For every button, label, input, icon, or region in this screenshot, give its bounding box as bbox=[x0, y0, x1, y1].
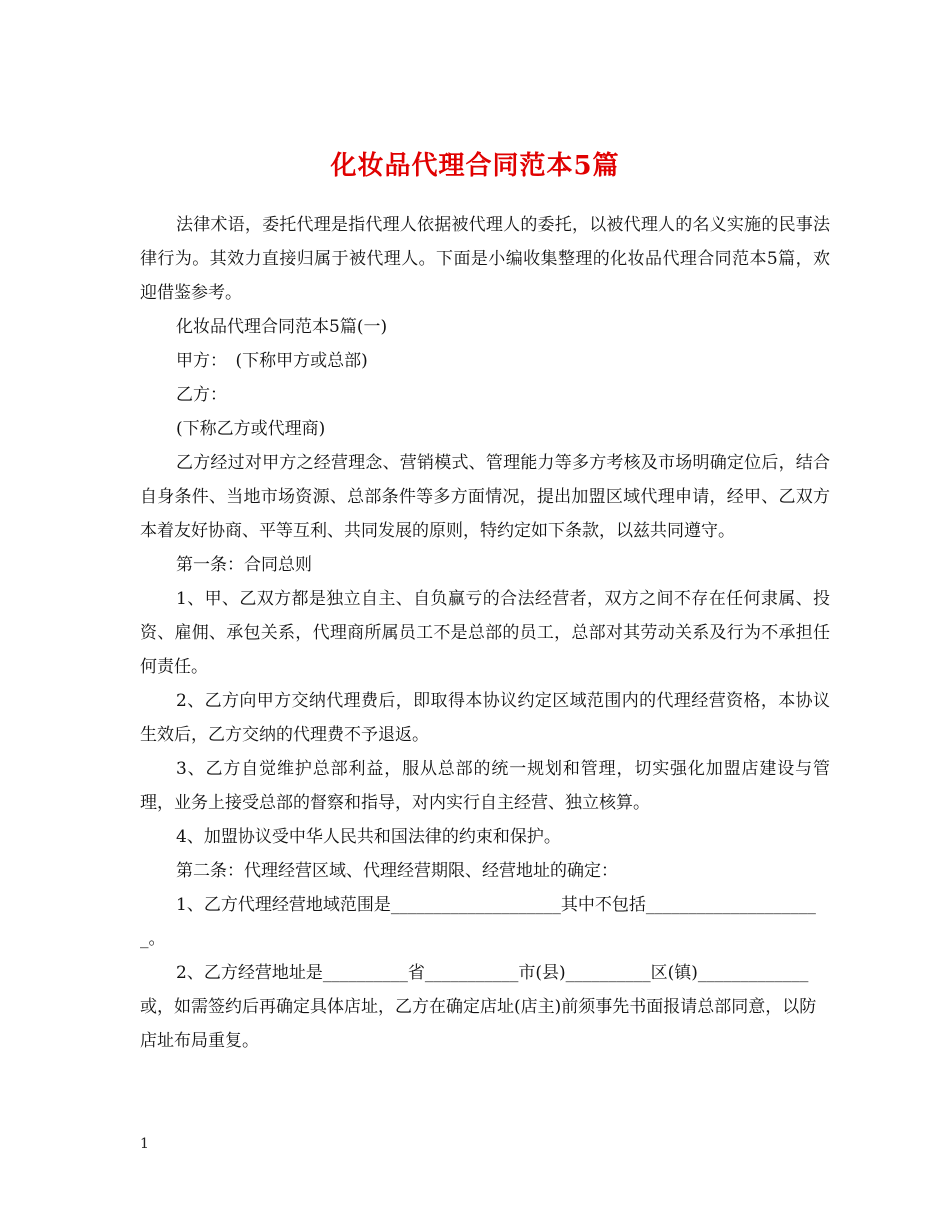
section-heading-contract-one: 化妆品代理合同范本5篇(一) bbox=[176, 317, 388, 337]
document-title: 化妆品代理合同范本5篇 bbox=[330, 151, 620, 182]
party-b-note: (下称乙方或代理商) bbox=[176, 419, 326, 439]
article-one-clause-1: 1、甲、乙双方都是独立自主、自负赢亏的合法经营者，双方之间不存在任何隶属、投资、雇佣、承包关系，代理商所属员工不是总部的员工，总部对其劳动关系及行为不承担任何责任。 bbox=[140, 589, 830, 677]
article-one-clause-2: 2、乙方向甲方交纳代理费后，即取得本协议约定区域范围内的代理经营资格，本协议生效后，乙方交纳的代理费不予退返。 bbox=[140, 691, 830, 745]
article-two-clause-1: 1、乙方代理经营地域范围是____________________其中不包括_____________________。 bbox=[140, 895, 816, 949]
article-one-heading: 第一条：合同总则 bbox=[176, 555, 312, 575]
page-number: 1 bbox=[140, 1136, 149, 1152]
preamble-paragraph: 乙方经过对甲方之经营理念、营销模式、管理能力等多方考核及市场明确定位后，结合自身条件、当地市场资源、总部条件等多方面情况，提出加盟区域代理申请，经甲、乙双方本着友好协商、平等互利、共同发展的原则，特约定如下条款，以兹共同遵守。 bbox=[140, 453, 830, 541]
article-two-heading: 第二条：代理经营区域、代理经营期限、经营地址的确定： bbox=[176, 861, 618, 881]
article-one-clause-3: 3、乙方自觉维护总部利益，服从总部的统一规划和管理，切实强化加盟店建设与管理，业务上接受总部的督察和指导，对内实行自主经营、独立核算。 bbox=[140, 759, 830, 813]
article-two-clause-2: 2、乙方经营地址是__________省___________市(县)__________区(镇)_____________或，如需签约后再确定具体店址，乙方在确定店址(店主)前须事先书面报请总部同意，以防店址布局重复。 bbox=[140, 963, 817, 1051]
intro-paragraph: 法律术语，委托代理是指代理人依据被代理人的委托，以被代理人的名义实施的民事法律行为。其效力直接归属于被代理人。下面是小编收集整理的化妆品代理合同范本5篇，欢迎借鉴参考。 bbox=[140, 215, 830, 303]
party-b-line: 乙方： bbox=[176, 385, 227, 405]
article-one-clause-4: 4、加盟协议受中华人民共和国法律的约束和保护。 bbox=[176, 827, 561, 847]
party-a-line: 甲方： (下称甲方或总部) bbox=[176, 351, 368, 371]
document-body bbox=[140, 208, 830, 1058]
